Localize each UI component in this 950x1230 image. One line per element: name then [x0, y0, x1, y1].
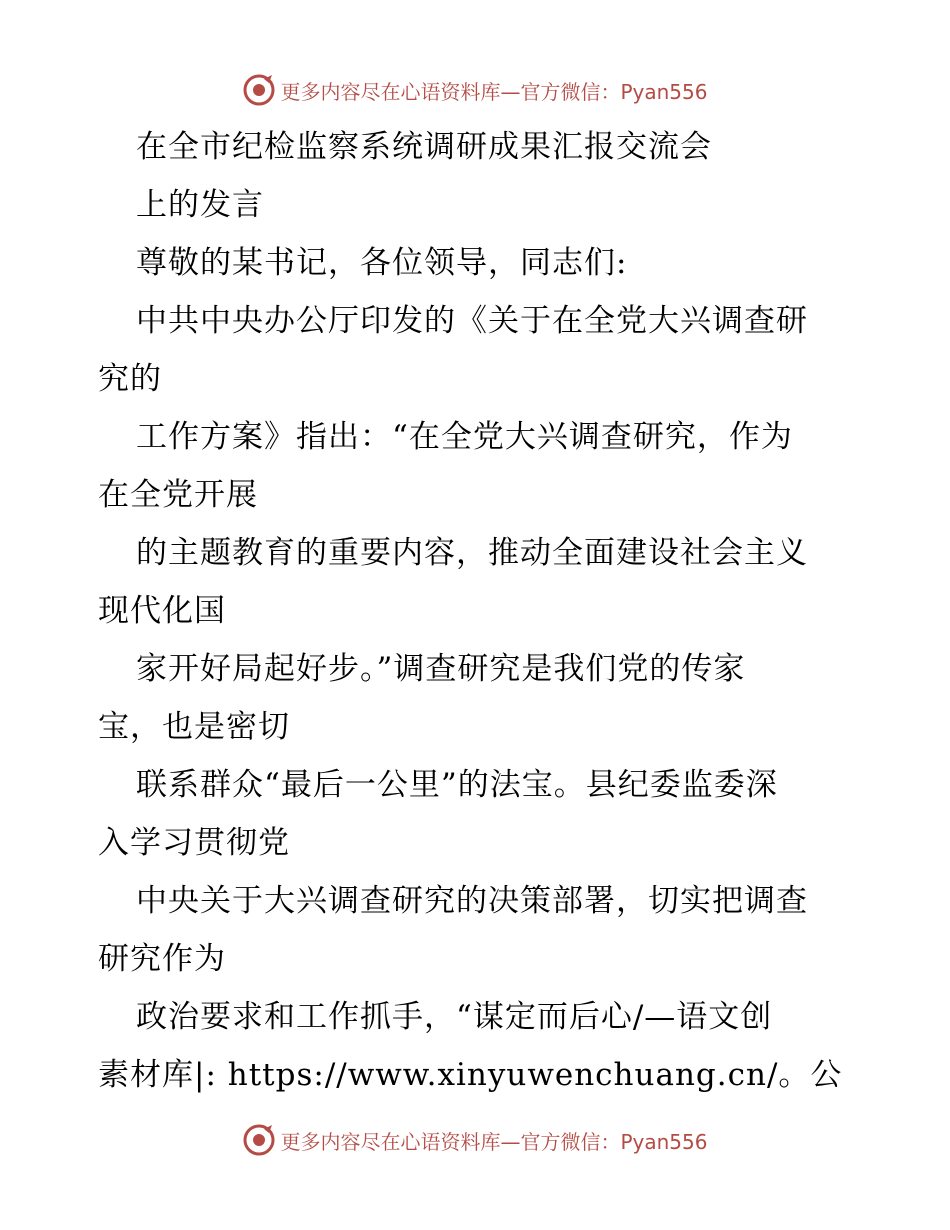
paragraph-line: 的主题教育的重要内容，推动全面建设社会主义 — [136, 535, 808, 571]
header-watermark — [0, 70, 950, 110]
paragraph-line: 工作方案》指出：“在全党大兴调查研究，作为 — [136, 419, 793, 455]
paragraph-line: 研究作为 — [98, 941, 226, 977]
paragraph-line: 现代化国 — [98, 593, 226, 629]
paragraph-line: 家开好局起好步。”调查研究是我们党的传家 — [136, 651, 746, 687]
paragraph-line: 中共中央办公厅印发的《关于在全党大兴调查研 — [136, 303, 808, 339]
paragraph-line: 宝，也是密切 — [98, 709, 290, 745]
footer-watermark — [0, 1120, 950, 1160]
salutation: 尊敬的某书记，各位领导，同志们: — [136, 245, 628, 281]
paragraph-line: 素材库|: https://www.xinyuwenchuang.cn/。公 — [98, 1057, 843, 1093]
paragraph-line: 在全党开展 — [98, 477, 258, 513]
paragraph-line: 联系群众“最后一公里”的法宝。县纪委监委深 — [136, 767, 778, 803]
watermark-text: 更多内容尽在心语资料库—官方微信：Pyan556 — [280, 79, 708, 104]
watermark-text: 更多内容尽在心语资料库—官方微信：Pyan556 — [280, 1129, 708, 1154]
paragraph-line: 中央关于大兴调查研究的决策部署，切实把调查 — [136, 883, 808, 919]
paragraph-line: 究的 — [98, 361, 162, 397]
paragraph-line: 入学习贯彻党 — [98, 825, 290, 861]
watermark-logo-icon — [242, 73, 276, 107]
paragraph-line: 政治要求和工作抓手，“谋定而后心/—语文创 — [136, 999, 773, 1035]
title-line-1: 在全市纪检监察系统调研成果汇报交流会 — [136, 129, 712, 165]
watermark-logo-icon — [242, 1123, 276, 1157]
title-line-2: 上的发言 — [136, 187, 264, 223]
document-body — [98, 118, 858, 1104]
